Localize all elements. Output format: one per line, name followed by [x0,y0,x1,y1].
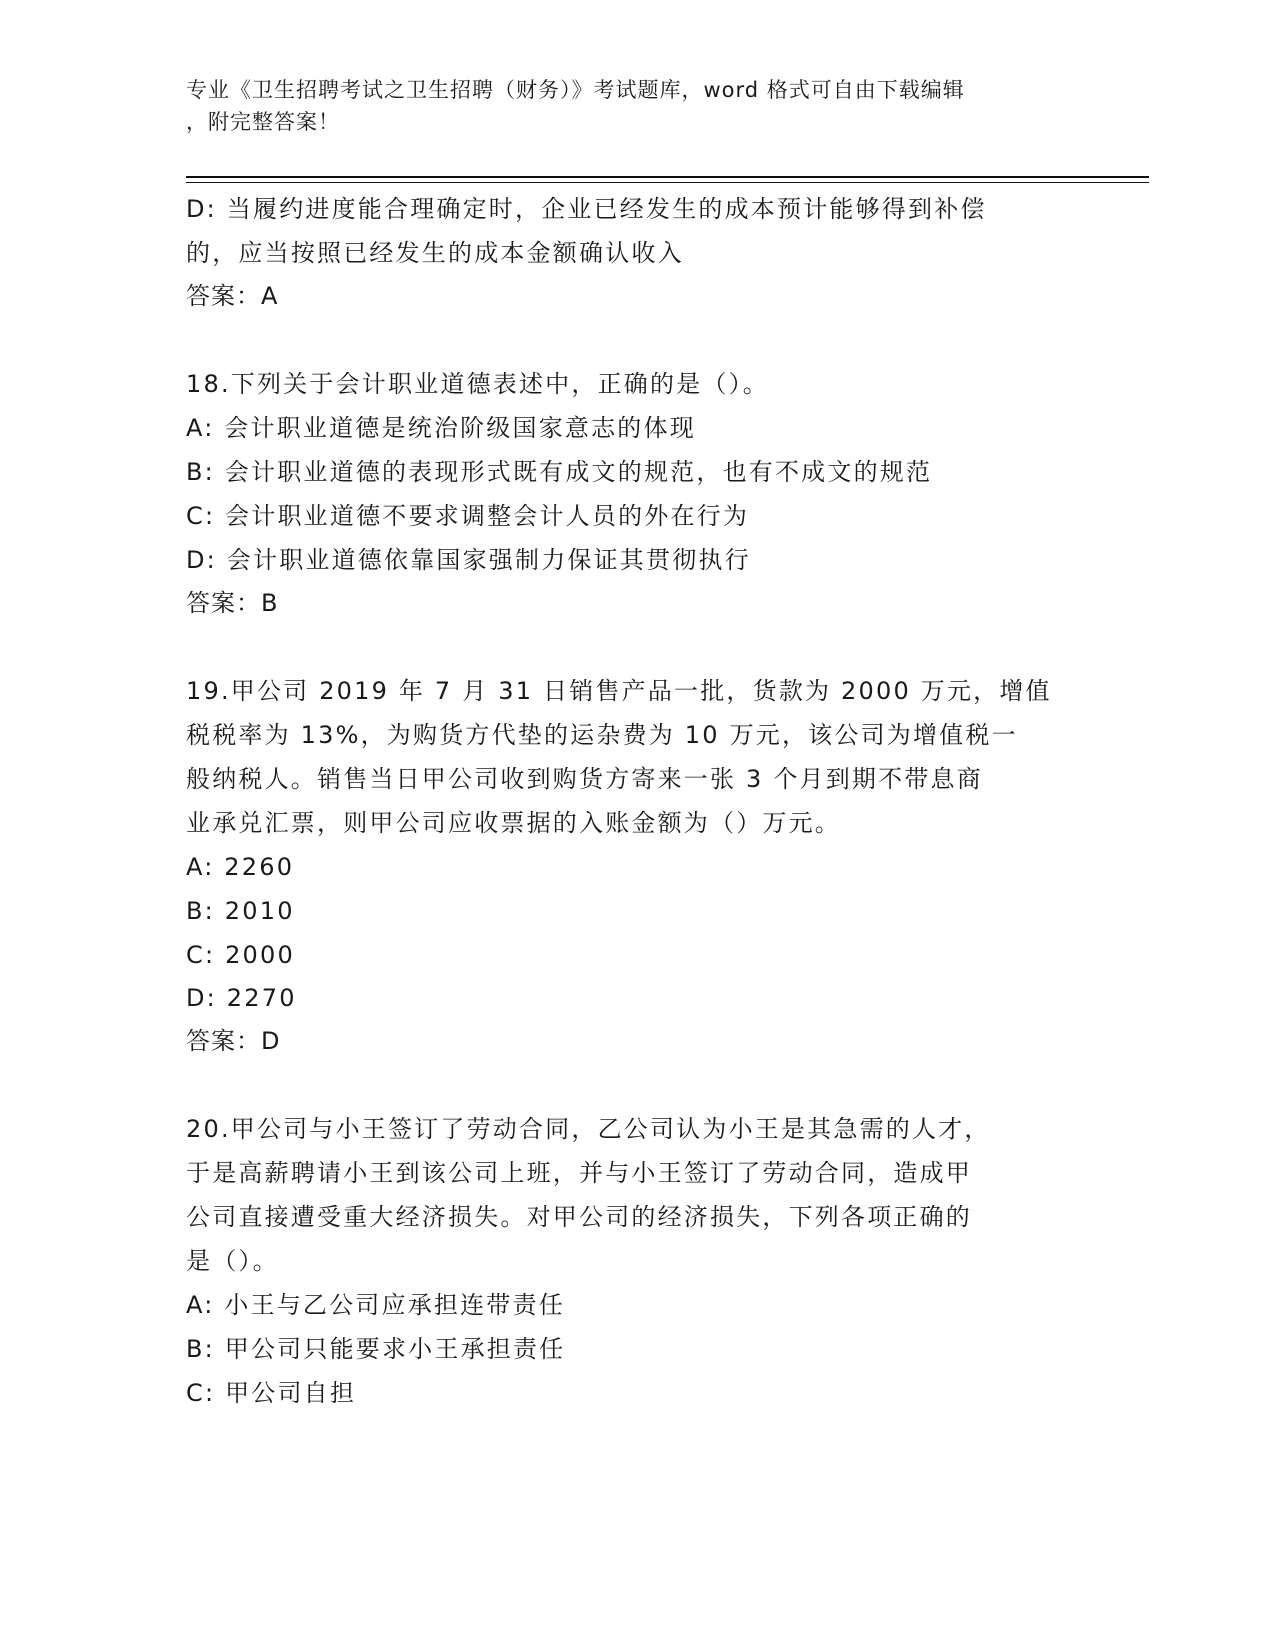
q20-stem-line2: 于是高薪聘请小王到该公司上班，并与小王签订了劳动合同，造成甲 [186,1159,972,1187]
q18-option-b: B: 会计职业道德的表现形式既有成文的规范，也有不成文的规范 [186,458,933,486]
q19-option-a: A: 2260 [186,853,295,881]
q19-stem-line3: 般纳税人。销售当日甲公司收到购货方寄来一张 3 个月到期不带息商 [186,765,983,793]
q17-option-d-line2: 的，应当按照已经发生的成本金额确认收入 [186,239,684,267]
q18-option-c: C: 会计职业道德不要求调整会计人员的外在行为 [186,502,750,530]
q17-answer: 答案：A [186,282,279,310]
header-divider-thin [186,182,1149,183]
q19-stem-line4: 业承兑汇票，则甲公司应收票据的入账金额为（）万元。 [186,809,841,837]
q20-option-b: B: 甲公司只能要求小王承担责任 [186,1335,566,1363]
q18-stem: 18.下列关于会计职业道德表述中，正确的是（）。 [186,370,769,398]
q20-stem-line3: 公司直接遭受重大经济损失。对甲公司的经济损失，下列各项正确的 [186,1203,972,1231]
header-divider-thick [186,176,1149,178]
q20-option-c: C: 甲公司自担 [186,1379,357,1407]
q18-answer: 答案：B [186,589,279,617]
header-title-line1: 专业《卫生招聘考试之卫生招聘（财务）》考试题库，word 格式可自由下载编辑 [186,78,965,102]
q19-stem-line2: 税税率为 13%，为购货方代垫的运杂费为 10 万元，该公司为增值税一 [186,721,1018,749]
q19-option-d: D: 2270 [186,984,297,1012]
document-header [186,74,1066,138]
q19-stem-line1: 19.甲公司 2019 年 7 月 31 日销售产品一批，货款为 2000 万元，增值 [186,677,1052,705]
q19-option-c: C: 2000 [186,941,295,969]
q18-option-a: A: 会计职业道德是统治阶级国家意志的体现 [186,414,696,442]
q17-option-d-line1: D: 当履约进度能合理确定时，企业已经发生的成本预计能够得到补偿 [186,195,987,223]
q19-answer: 答案：D [186,1027,281,1055]
q20-stem-line4: 是（）。 [186,1247,279,1275]
q18-option-d: D: 会计职业道德依靠国家强制力保证其贯彻执行 [186,546,751,574]
header-title-line2: ，附完整答案！ [186,110,340,134]
q19-option-b: B: 2010 [186,897,295,925]
q20-option-a: A: 小王与乙公司应承担连带责任 [186,1291,565,1319]
q20-stem-line1: 20.甲公司与小王签订了劳动合同，乙公司认为小王是其急需的人才， [186,1115,991,1143]
